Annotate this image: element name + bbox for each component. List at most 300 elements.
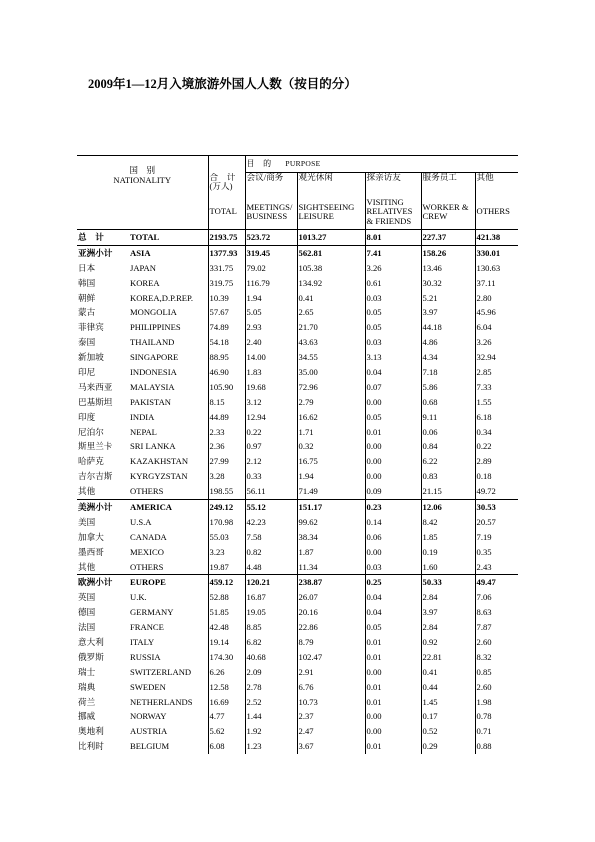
value-leisure: 16.75 [297,454,365,469]
value-business: 14.00 [245,350,297,365]
value-total: 42.48 [208,620,245,635]
value-business: 1.92 [245,724,297,739]
value-business: 1.83 [245,365,297,380]
value-visiting: 0.01 [365,680,421,695]
value-leisure: 151.17 [297,500,365,515]
col-header-en-business: MEETINGS/ BUSINESS [245,195,297,230]
value-total: 19.14 [208,635,245,650]
value-business: 19.05 [245,605,297,620]
value-business: 1.94 [245,291,297,306]
value-leisure: 2.37 [297,710,365,725]
col-header-cn-visiting: 探亲访友 [365,173,421,196]
value-business: 5.05 [245,305,297,320]
value-leisure: 8.79 [297,635,365,650]
country-name-en: CANADA [130,531,167,542]
value-worker: 5.86 [421,380,475,395]
value-visiting: 0.00 [365,665,421,680]
value-total: 2.33 [208,425,245,440]
table-row [77,605,518,620]
value-worker: 4.34 [421,350,475,365]
value-total: 16.69 [208,695,245,710]
table-row [77,545,518,560]
country-name-cn: 尼泊尔 [78,426,104,437]
value-total: 46.90 [208,365,245,380]
country-name-cn: 印尼 [78,366,96,377]
value-worker: 22.81 [421,650,475,665]
value-total: 52.88 [208,590,245,605]
value-worker: 1.60 [421,560,475,575]
value-visiting: 3.26 [365,261,421,276]
value-leisure: 21.70 [297,320,365,335]
table-row [77,680,518,695]
value-visiting: 0.01 [365,425,421,440]
value-visiting: 0.00 [365,439,421,454]
nationality-header-en: NATIONALITY [113,174,172,185]
value-total: 198.55 [208,484,245,499]
value-worker: 5.21 [421,291,475,306]
country-name-en: SWEDEN [130,681,166,692]
value-worker: 0.06 [421,425,475,440]
value-worker: 30.32 [421,276,475,291]
value-leisure: 26.07 [297,590,365,605]
table-row [77,530,518,545]
country-name-cn: 瑞典 [78,681,96,692]
table-row [77,484,518,499]
value-others: 2.60 [475,680,518,695]
table-row [77,395,518,410]
value-leisure: 105.38 [297,261,365,276]
country-name-cn: 奥地利 [78,726,104,737]
value-business: 116.79 [245,276,297,291]
country-name-cn: 菲律宾 [78,322,104,333]
value-total: 27.99 [208,454,245,469]
value-others: 37.11 [475,276,518,291]
value-visiting: 0.06 [365,530,421,545]
col-header-en-leisure: SIGHTSEEING LEISURE [297,195,365,230]
value-business: 56.11 [245,484,297,499]
col-header-cn-business: 会议/商务 [245,173,297,196]
value-others: 0.22 [475,439,518,454]
purpose-header-cn: 目 的 [246,158,272,168]
value-visiting: 0.04 [365,590,421,605]
value-worker: 9.11 [421,410,475,425]
country-name-en: PAKISTAN [130,396,172,407]
table-row [77,365,518,380]
value-others: 49.72 [475,484,518,499]
value-leisure: 6.76 [297,680,365,695]
value-leisure: 562.81 [297,245,365,260]
table-row [77,515,518,530]
table-row [77,335,518,350]
value-visiting: 0.61 [365,276,421,291]
value-business: 2.93 [245,320,297,335]
value-worker: 227.37 [421,230,475,246]
value-business: 3.12 [245,395,297,410]
value-visiting: 0.23 [365,500,421,515]
value-total: 54.18 [208,335,245,350]
country-name-cn: 朝鲜 [78,292,96,303]
value-leisure: 38.34 [297,530,365,545]
country-name-en: INDIA [130,411,155,422]
value-business: 523.72 [245,230,297,246]
table-row [77,439,518,454]
value-visiting: 3.13 [365,350,421,365]
table-row [77,410,518,425]
value-leisure: 1.71 [297,425,365,440]
value-worker: 0.84 [421,439,475,454]
country-name-en: TOTAL [129,230,208,246]
value-business: 319.45 [245,245,297,260]
value-visiting: 0.09 [365,484,421,499]
value-total: 55.03 [208,530,245,545]
country-name-cn: 泰国 [78,337,96,348]
value-worker: 8.42 [421,515,475,530]
value-total: 19.87 [208,560,245,575]
value-others: 1.55 [475,395,518,410]
country-name-en: KAZAKHSTAN [130,456,189,467]
value-others: 0.35 [475,545,518,560]
value-worker: 2.84 [421,620,475,635]
col-header-cn-worker: 服务员工 [421,173,475,196]
value-total: 57.67 [208,305,245,320]
country-name-cn: 日本 [78,262,96,273]
table-row [77,620,518,635]
value-others: 2.60 [475,635,518,650]
value-total: 331.75 [208,261,245,276]
total-header-spacer [208,156,245,173]
country-name-cn: 美洲小计 [77,500,129,515]
total-header-unit: (万人) [209,180,233,191]
country-name-cn: 美国 [78,516,96,527]
value-others: 7.33 [475,380,518,395]
country-name-en: MALAYSIA [130,381,175,392]
value-business: 1.44 [245,710,297,725]
table-row [77,739,518,754]
value-business: 6.82 [245,635,297,650]
table-row [77,560,518,575]
value-worker: 1.85 [421,530,475,545]
value-others: 0.34 [475,425,518,440]
total-header-en: TOTAL [208,195,245,230]
value-others: 8.32 [475,650,518,665]
country-name-en: THAILAND [130,337,175,348]
value-worker: 13.46 [421,261,475,276]
table-row [77,380,518,395]
value-others: 0.18 [475,469,518,484]
value-leisure: 2.79 [297,395,365,410]
value-business: 2.40 [245,335,297,350]
value-worker: 4.86 [421,335,475,350]
value-leisure: 20.16 [297,605,365,620]
value-business: 1.23 [245,739,297,754]
value-leisure: 2.65 [297,305,365,320]
country-name-en: OTHERS [130,486,164,497]
nationality-header-cn: 国 别 [129,165,156,176]
value-leisure: 102.47 [297,650,365,665]
value-others: 7.19 [475,530,518,545]
value-leisure: 0.41 [297,291,365,306]
col-header-cn-leisure: 观光休闲 [297,173,365,196]
value-business: 120.21 [245,575,297,590]
value-business: 55.12 [245,500,297,515]
value-business: 40.68 [245,650,297,665]
value-leisure: 35.00 [297,365,365,380]
value-worker: 0.52 [421,724,475,739]
value-business: 2.52 [245,695,297,710]
country-name-en: NEPAL [130,426,157,437]
value-total: 10.39 [208,291,245,306]
value-others: 330.01 [475,245,518,260]
value-leisure: 99.62 [297,515,365,530]
table-row [77,454,518,469]
value-business: 2.09 [245,665,297,680]
value-business: 4.48 [245,560,297,575]
country-name-en: U.K. [130,592,147,603]
table-row [77,230,518,246]
header-row-purpose [77,156,518,173]
value-total: 88.95 [208,350,245,365]
country-name-cn: 英国 [78,592,96,603]
value-business: 42.23 [245,515,297,530]
value-business: 7.58 [245,530,297,545]
country-name-en: INDONESIA [130,366,177,377]
value-worker: 0.41 [421,665,475,680]
header-row-en [77,195,518,230]
value-worker: 158.26 [421,245,475,260]
country-name-cn: 韩国 [78,277,96,288]
value-leisure: 1.94 [297,469,365,484]
country-name-cn: 荷兰 [78,696,96,707]
value-leisure: 1013.27 [297,230,365,246]
value-total: 2193.75 [208,230,245,246]
value-total: 319.75 [208,276,245,291]
country-name-en: PHILIPPINES [130,322,181,333]
value-others: 30.53 [475,500,518,515]
country-name-cn: 印度 [78,411,96,422]
table-row [77,575,518,590]
table-row [77,665,518,680]
value-worker: 21.15 [421,484,475,499]
purpose-header-en: PURPOSE [285,158,321,168]
country-name-en: MEXICO [130,546,164,557]
value-leisure: 134.92 [297,276,365,291]
value-others: 0.71 [475,724,518,739]
col-header-cn-others: 其他 [475,173,518,196]
country-name-cn: 其他 [78,486,96,497]
value-leisure: 72.96 [297,380,365,395]
value-leisure: 2.91 [297,665,365,680]
value-worker: 0.17 [421,710,475,725]
value-worker: 7.18 [421,365,475,380]
value-business: 19.68 [245,380,297,395]
value-worker: 0.92 [421,635,475,650]
value-leisure: 22.86 [297,620,365,635]
value-worker: 2.84 [421,590,475,605]
value-total: 170.98 [208,515,245,530]
page-title: 2009年1—12月入境旅游外国人人数（按目的分） [88,77,357,91]
value-visiting: 0.01 [365,650,421,665]
value-visiting: 0.00 [365,710,421,725]
value-others: 49.47 [475,575,518,590]
value-others: 130.63 [475,261,518,276]
country-name-en: SINGAPORE [130,352,179,363]
table-row [77,650,518,665]
value-worker: 0.83 [421,469,475,484]
table-row [77,350,518,365]
value-total: 249.12 [208,500,245,515]
country-name-cn: 德国 [78,607,96,618]
value-leisure: 0.32 [297,439,365,454]
value-business: 0.22 [245,425,297,440]
country-name-cn: 欧洲小计 [77,575,129,590]
value-worker: 44.18 [421,320,475,335]
value-leisure: 10.73 [297,695,365,710]
country-name-en: ITALY [130,636,155,647]
value-visiting: 0.00 [365,469,421,484]
value-worker: 50.33 [421,575,475,590]
value-others: 1.98 [475,695,518,710]
value-total: 44.89 [208,410,245,425]
total-header-cn: 合 计 [209,172,236,182]
value-total: 174.30 [208,650,245,665]
value-others: 3.26 [475,335,518,350]
value-business: 2.12 [245,454,297,469]
value-leisure: 34.55 [297,350,365,365]
value-total: 6.26 [208,665,245,680]
value-worker: 12.06 [421,500,475,515]
country-name-cn: 亚洲小计 [77,245,129,260]
value-others: 2.43 [475,560,518,575]
value-total: 74.89 [208,320,245,335]
country-name-cn: 总 计 [77,230,129,246]
value-visiting: 0.00 [365,545,421,560]
value-total: 4.77 [208,710,245,725]
table-row [77,635,518,650]
value-visiting: 0.07 [365,380,421,395]
country-name-cn: 新加坡 [78,352,104,363]
value-business: 2.78 [245,680,297,695]
country-name-en: U.S.A [130,516,152,527]
value-visiting: 0.00 [365,395,421,410]
value-visiting: 0.05 [365,410,421,425]
country-name-en: NORWAY [130,711,167,722]
value-worker: 3.97 [421,305,475,320]
country-name-cn: 吉尔吉斯 [78,471,113,482]
value-others: 7.06 [475,590,518,605]
country-name-cn: 墨西哥 [78,546,104,557]
value-total: 1377.93 [208,245,245,260]
value-worker: 0.44 [421,680,475,695]
value-leisure: 43.63 [297,335,365,350]
value-leisure: 3.67 [297,739,365,754]
purpose-header [245,156,518,173]
value-others: 7.87 [475,620,518,635]
value-visiting: 0.03 [365,560,421,575]
value-worker: 0.68 [421,395,475,410]
value-worker: 1.45 [421,695,475,710]
nationality-header-cell [77,156,208,196]
value-visiting: 0.04 [365,365,421,380]
country-name-cn: 斯里兰卡 [78,441,113,452]
value-visiting: 0.01 [365,739,421,754]
value-business: 0.82 [245,545,297,560]
table-row [77,590,518,605]
value-visiting: 0.03 [365,335,421,350]
country-name-en: OTHERS [130,561,164,572]
value-visiting: 0.00 [365,724,421,739]
value-worker: 3.97 [421,605,475,620]
value-others: 421.38 [475,230,518,246]
value-total: 12.58 [208,680,245,695]
value-others: 0.88 [475,739,518,754]
country-name-cn: 加拿大 [78,531,104,542]
value-others: 6.18 [475,410,518,425]
country-name-cn: 哈萨克 [78,456,104,467]
table-row [77,500,518,515]
table-row [77,305,518,320]
value-visiting: 0.00 [365,454,421,469]
value-visiting: 0.25 [365,575,421,590]
value-others: 45.96 [475,305,518,320]
country-name-cn: 蒙古 [78,307,96,318]
value-visiting: 7.41 [365,245,421,260]
value-visiting: 0.05 [365,620,421,635]
value-business: 8.85 [245,620,297,635]
country-name-cn: 其他 [78,561,96,572]
country-name-cn: 巴基斯坦 [78,396,113,407]
value-leisure: 2.47 [297,724,365,739]
value-visiting: 0.01 [365,695,421,710]
table-row [77,320,518,335]
value-worker: 6.22 [421,454,475,469]
value-visiting: 0.14 [365,515,421,530]
country-name-en: SRI LANKA [130,441,176,452]
country-name-en: KYRGYZSTAN [130,471,188,482]
value-total: 8.15 [208,395,245,410]
country-name-en: JAPAN [130,262,156,273]
country-name-en: BELGIUM [130,741,170,752]
country-name-cn: 比利时 [78,741,104,752]
country-name-en: EUROPE [129,575,208,590]
value-visiting: 8.01 [365,230,421,246]
value-others: 2.89 [475,454,518,469]
country-name-en: AMERICA [129,500,208,515]
value-business: 16.87 [245,590,297,605]
value-others: 0.78 [475,710,518,725]
value-business: 79.02 [245,261,297,276]
country-name-en: GERMANY [130,607,174,618]
value-leisure: 16.62 [297,410,365,425]
table-row [77,276,518,291]
table-row [77,425,518,440]
value-others: 2.80 [475,291,518,306]
header-en-spacer [77,195,208,230]
value-visiting: 0.05 [365,320,421,335]
country-name-en: ASIA [129,245,208,260]
value-total: 3.23 [208,545,245,560]
value-total: 6.08 [208,739,245,754]
total-header-cn-cell [208,173,245,196]
value-others: 8.63 [475,605,518,620]
table-row [77,245,518,260]
value-visiting: 0.01 [365,635,421,650]
value-total: 2.36 [208,439,245,454]
country-name-cn: 俄罗斯 [78,651,104,662]
table-row [77,710,518,725]
value-leisure: 71.49 [297,484,365,499]
value-business: 0.97 [245,439,297,454]
value-business: 0.33 [245,469,297,484]
